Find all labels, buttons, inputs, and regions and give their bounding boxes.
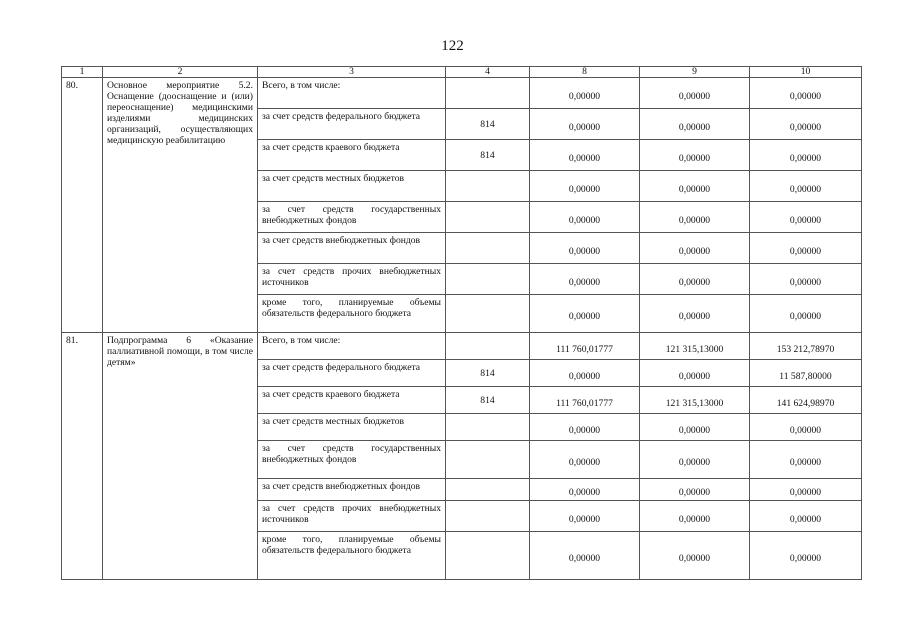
page-number: 122 [441, 38, 464, 54]
measure-description: Основное мероприятие 5.2. Оснащение (дооснащение и (или) переоснащение) медицинскими изделиями медицинских организаций, осуществляющих медицинскую реабилитацию [103, 78, 258, 333]
funding-source: за счет средств государственных внебюджетных фондов [258, 202, 446, 233]
value-col-9: 0,00000 [640, 441, 750, 479]
budget-code [446, 501, 530, 532]
budget-code: 814 [446, 140, 530, 171]
funding-source: за счет средств государственных внебюджетных фондов [258, 441, 446, 479]
budget-code [446, 479, 530, 501]
value-col-9: 0,00000 [640, 140, 750, 171]
funding-source: кроме того, планируемые объемы обязательств федерального бюджета [258, 295, 446, 333]
value-col-8: 111 760,01777 [530, 387, 640, 414]
header-row [62, 67, 862, 78]
budget-code: 814 [446, 387, 530, 414]
value-col-8: 0,00000 [530, 532, 640, 580]
measure-description: Подпрограмма 6 «Оказание паллиативной помощи, в том числе детям» [103, 333, 258, 580]
header-cell: 4 [446, 67, 530, 78]
value-col-10: 153 212,78970 [750, 333, 862, 360]
value-col-8: 0,00000 [530, 441, 640, 479]
funding-source: за счет средств внебюджетных фондов [258, 479, 446, 501]
value-col-9: 0,00000 [640, 264, 750, 295]
budget-code [446, 264, 530, 295]
value-col-10: 0,00000 [750, 233, 862, 264]
funding-source: за счет средств федерального бюджета [258, 360, 446, 387]
value-col-8: 111 760,01777 [530, 333, 640, 360]
funding-source: за счет средств краевого бюджета [258, 140, 446, 171]
budget-code [446, 532, 530, 580]
value-col-8: 0,00000 [530, 501, 640, 532]
header-cell: 9 [640, 67, 750, 78]
value-col-10: 0,00000 [750, 202, 862, 233]
table-body [62, 78, 862, 580]
funding-source: за счет средств местных бюджетов [258, 171, 446, 202]
value-col-9: 121 315,13000 [640, 387, 750, 414]
funding-source: Всего, в том числе: [258, 333, 446, 360]
budget-table [61, 66, 862, 580]
value-col-10: 0,00000 [750, 140, 862, 171]
value-col-10: 0,00000 [750, 295, 862, 333]
table-row [62, 78, 862, 109]
funding-source: за счет средств прочих внебюджетных источников [258, 264, 446, 295]
value-col-10: 0,00000 [750, 532, 862, 580]
value-col-9: 0,00000 [640, 202, 750, 233]
value-col-9: 0,00000 [640, 233, 750, 264]
value-col-8: 0,00000 [530, 360, 640, 387]
header-cell: 1 [62, 67, 103, 78]
budget-code [446, 441, 530, 479]
funding-source: за счет средств прочих внебюджетных источников [258, 501, 446, 532]
funding-source: за счет средств внебюджетных фондов [258, 233, 446, 264]
value-col-8: 0,00000 [530, 479, 640, 501]
funding-source: за счет средств краевого бюджета [258, 387, 446, 414]
value-col-10: 11 587,80000 [750, 360, 862, 387]
value-col-10: 0,00000 [750, 501, 862, 532]
budget-code [446, 78, 530, 109]
budget-code [446, 171, 530, 202]
value-col-10: 0,00000 [750, 78, 862, 109]
table-row [62, 333, 862, 360]
funding-source: Всего, в том числе: [258, 78, 446, 109]
budget-code [446, 295, 530, 333]
budget-code [446, 202, 530, 233]
value-col-9: 0,00000 [640, 414, 750, 441]
value-col-9: 0,00000 [640, 501, 750, 532]
value-col-9: 0,00000 [640, 171, 750, 202]
value-col-8: 0,00000 [530, 202, 640, 233]
value-col-8: 0,00000 [530, 78, 640, 109]
value-col-8: 0,00000 [530, 264, 640, 295]
header-cell: 10 [750, 67, 862, 78]
value-col-10: 0,00000 [750, 441, 862, 479]
value-col-10: 141 624,98970 [750, 387, 862, 414]
budget-code: 814 [446, 109, 530, 140]
value-col-8: 0,00000 [530, 140, 640, 171]
header-cell: 2 [103, 67, 258, 78]
value-col-8: 0,00000 [530, 109, 640, 140]
value-col-8: 0,00000 [530, 171, 640, 202]
value-col-8: 0,00000 [530, 414, 640, 441]
funding-source: за счет средств федерального бюджета [258, 109, 446, 140]
value-col-8: 0,00000 [530, 233, 640, 264]
funding-source: кроме того, планируемые объемы обязательств федерального бюджета [258, 532, 446, 580]
budget-code [446, 333, 530, 360]
value-col-9: 121 315,13000 [640, 333, 750, 360]
value-col-10: 0,00000 [750, 414, 862, 441]
value-col-10: 0,00000 [750, 479, 862, 501]
header-cell: 8 [530, 67, 640, 78]
value-col-10: 0,00000 [750, 171, 862, 202]
value-col-9: 0,00000 [640, 78, 750, 109]
row-number: 80. [62, 78, 103, 333]
value-col-8: 0,00000 [530, 295, 640, 333]
value-col-10: 0,00000 [750, 109, 862, 140]
budget-code [446, 233, 530, 264]
funding-source: за счет средств местных бюджетов [258, 414, 446, 441]
value-col-9: 0,00000 [640, 479, 750, 501]
value-col-9: 0,00000 [640, 109, 750, 140]
value-col-9: 0,00000 [640, 532, 750, 580]
row-number: 81. [62, 333, 103, 580]
header-cell: 3 [258, 67, 446, 78]
value-col-10: 0,00000 [750, 264, 862, 295]
budget-code: 814 [446, 360, 530, 387]
value-col-9: 0,00000 [640, 360, 750, 387]
value-col-9: 0,00000 [640, 295, 750, 333]
budget-code [446, 414, 530, 441]
